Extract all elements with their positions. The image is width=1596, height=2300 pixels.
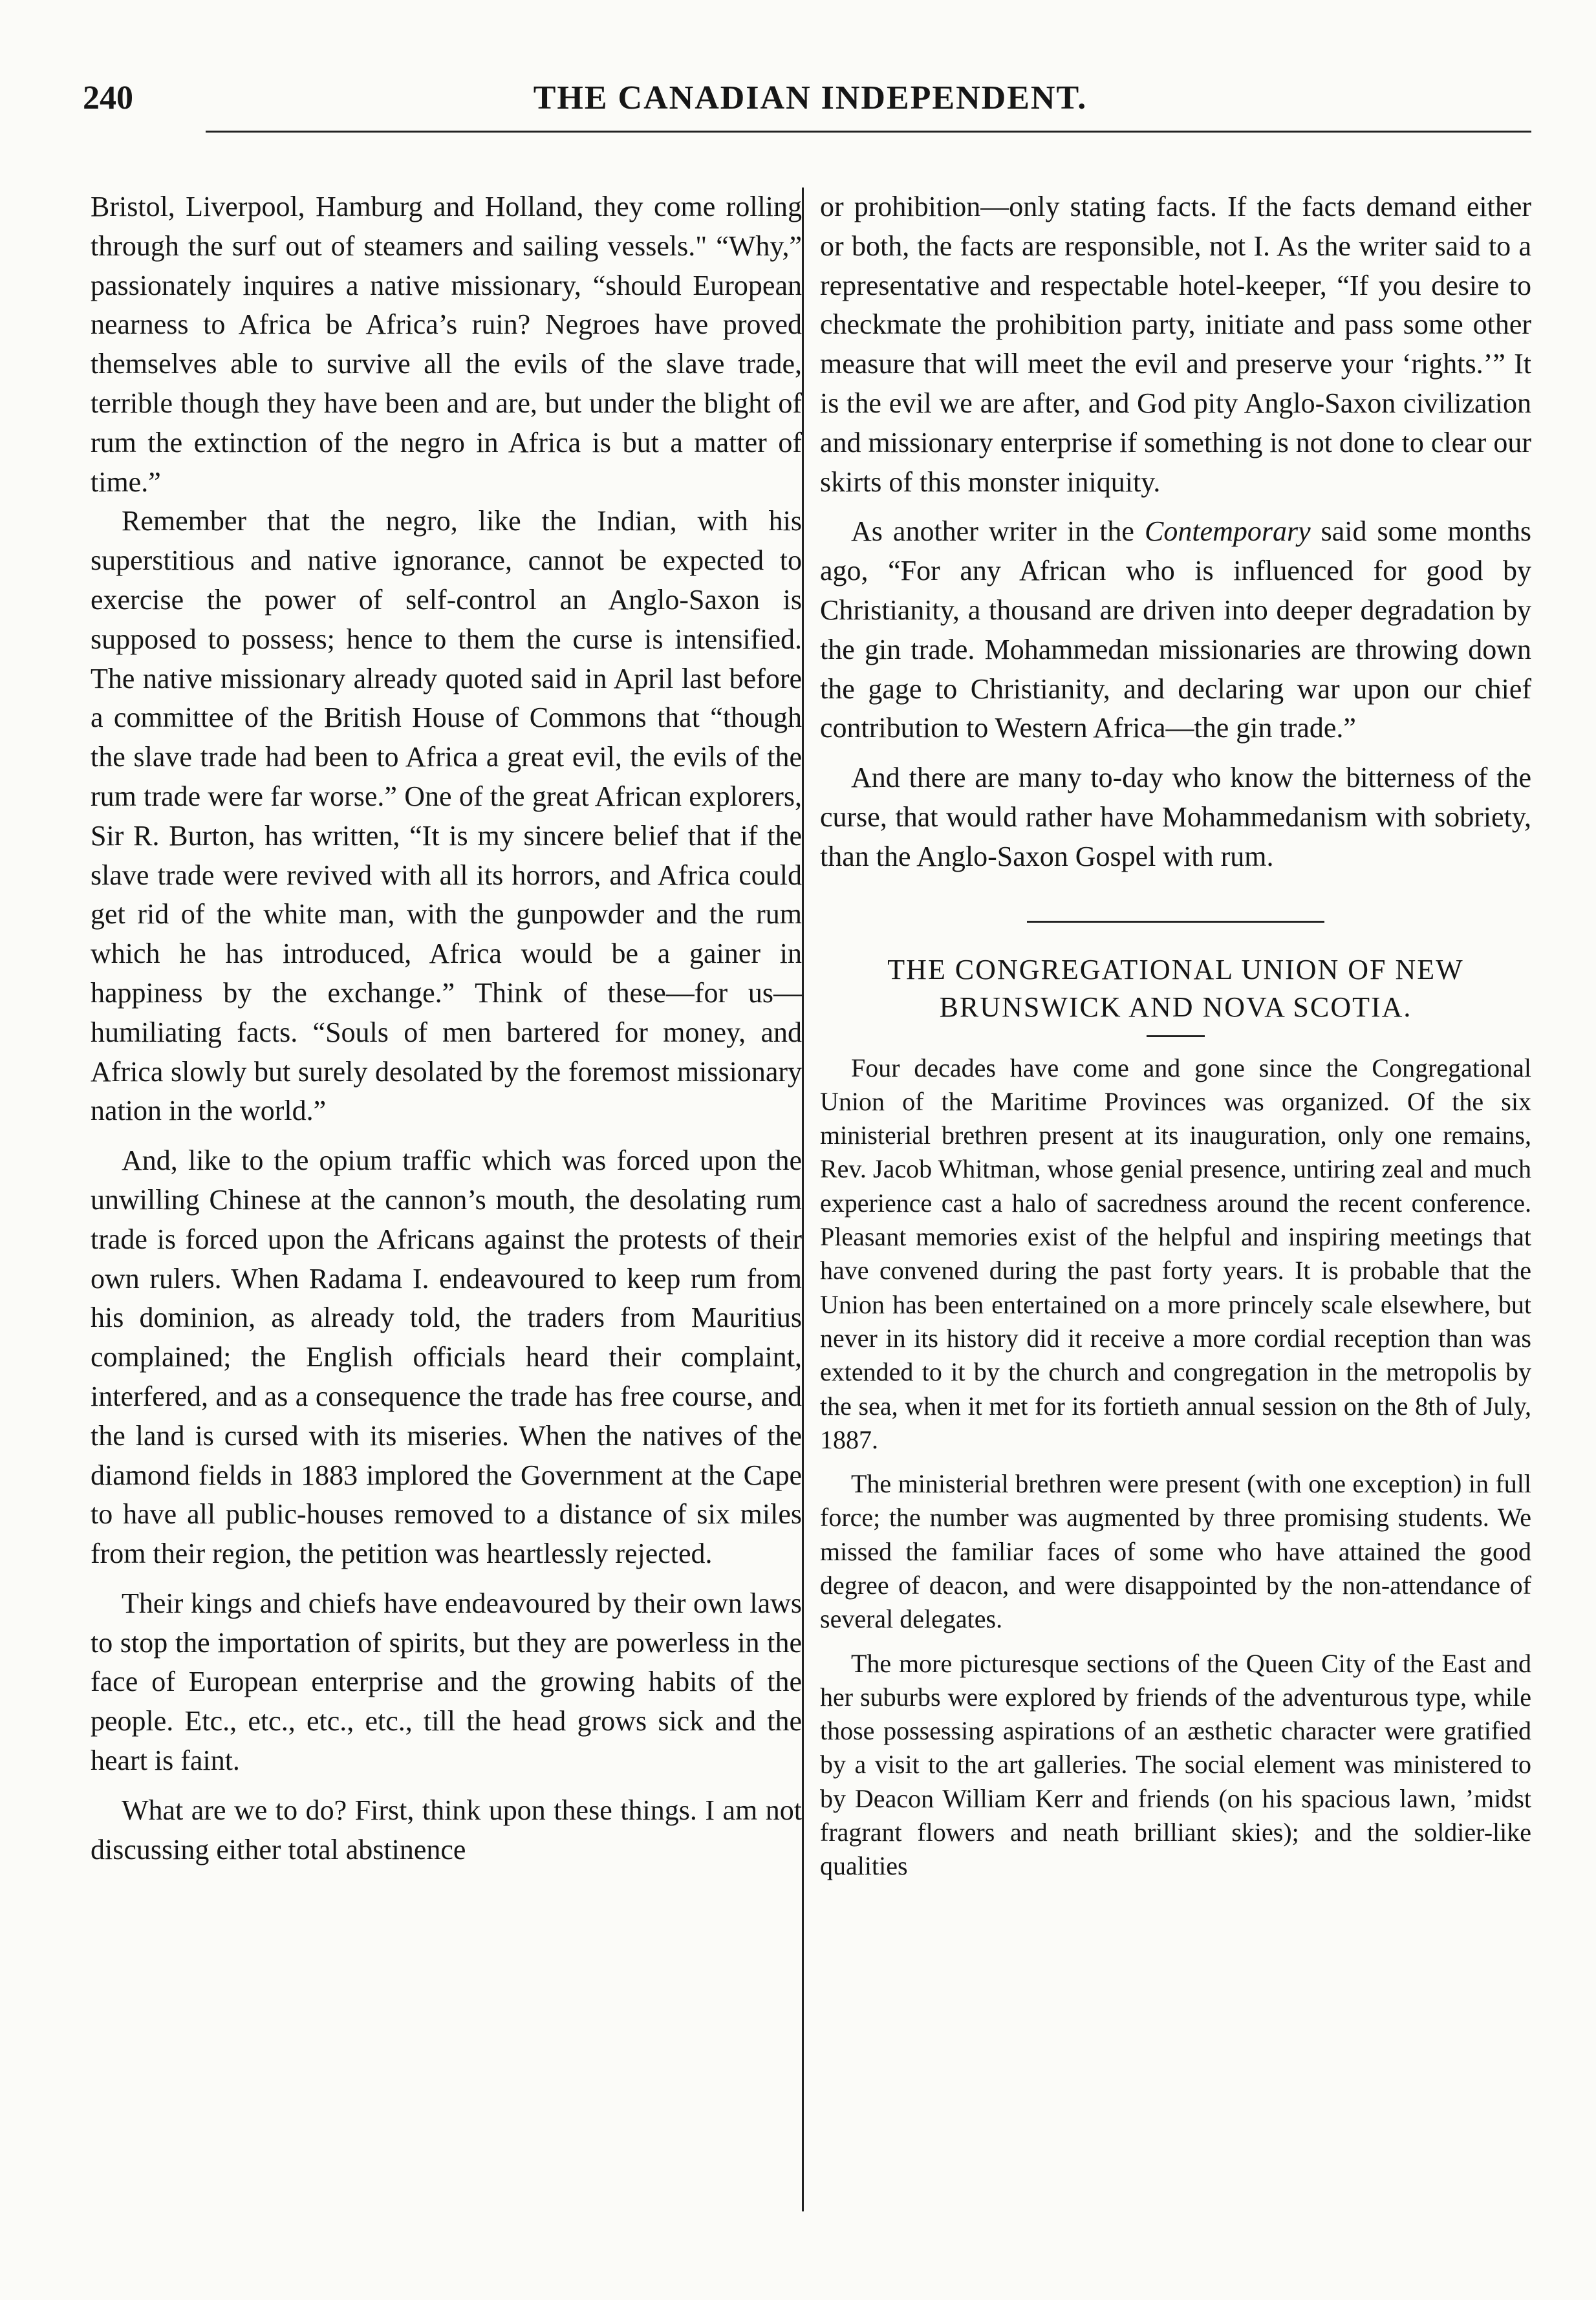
paragraph: What are we to do? First, think upon these things. I am not discussing either total abstinence xyxy=(91,1794,802,1865)
paragraph: The more picturesque sections of the Queen City of the East and her suburbs were explored by friends of the adventurous type, while those possessing aspirations of an æsthetic character were gratified by a visit to the art galleries. The social element was ministered to by Deacon William Kerr and friends (on his spacious lawn, ’midst fragrant flowers and neath brilliant skies); and the soldier-like qualities xyxy=(820,1648,1531,1881)
paragraph-text: As another writer in the xyxy=(851,515,1145,548)
paragraph-text: said some months ago, “For any African who is influenced for good by Christianity, a thousand are driven into deeper degradation by the gin trade. Mohammedan missionaries are throwing down the gage to Christianity, and declaring war upon our chief contribution to Western Africa—the gin trade.” xyxy=(820,515,1532,744)
left-column xyxy=(91,188,802,1869)
paragraph: Remember that the negro, like the Indian, with his superstitious and native ignorance, cannot be expected to exercise the power of self-control an Anglo-Saxon is supposed to possess; hence to them the curse is intensified. The native missionary already quoted said in April last before a committee of the British House of Commons that “though the slave trade had been to Africa a great evil, the evils of the rum trade were far worse.” One of the great African explorers, Sir R. Burton, has written, “It is my sincere belief that if the slave trade were revived with all its horrors, and Africa could get rid of the white man, with the gunpowder and the rum which he has introduced, Africa would be a gainer in happiness by the exchange.” Think of these—for us—humiliating facts. “Souls of men bartered for money, and Africa slowly but surely desolated by the foremost missionary nation in the world.” xyxy=(91,505,802,1127)
paragraph: Four decades have come and gone since the Congregational Union of the Maritime Provinces was organized. Of the six ministerial brethren present at its inauguration, only one remains, Rev. Jacob Whitman, whose genial presence, untiring zeal and much experience cast a halo of sacredness around the recent conference. Pleasant memories exist of the helpful and inspiring meetings that have convened during the past forty years. It is probable that the Union has been entertained on a more princely scale elsewhere, but never in its history did it receive a more cordial reception than was extended to it by the church and congregation in the metropolis by the sea, when it met for its fortieth annual session on the 8th of July, 1887. xyxy=(820,1053,1531,1454)
paragraph: And there are many to-day who know the bitterness of the curse, that would rather have Mohammedanism with sobriety, than the Anglo-Saxon Gospel with rum. xyxy=(820,762,1531,872)
paragraph: And, like to the opium traffic which was forced upon the unwilling Chinese at the cannon’s mouth, the desolating rum trade is forced upon the Africans against the protests of their own rulers. When Radama I. endeavoured to keep rum from his dominion, as already told, the traders from Mauritius complained; the English officials heard their complaint, interfered, and as a consequence the trade has free course, and the land is cursed with its miseries. When the natives of the diamond fields in 1883 implored the Government at the Cape to have all public-houses removed to a distance of six miles from their region, the petition was heartlessly rejected. xyxy=(91,1145,802,1570)
paragraph xyxy=(820,512,1531,748)
section-title: BRUNSWICK AND NOVA SCOTIA. xyxy=(939,991,1412,1023)
header-rule xyxy=(206,131,1531,133)
title-rule xyxy=(1147,1035,1205,1037)
section-title: THE CONGREGATIONAL UNION OF NEW xyxy=(887,953,1464,985)
right-column xyxy=(820,188,1531,1884)
paragraph: Their kings and chiefs have endeavoured by their own laws to stop the importation of spirits, but they are powerless in the face of European enterprise and the growing habits of the people. Etc., etc., etc., etc., till the head grows sick and the heart is faint. xyxy=(91,1587,802,1777)
paragraph: or prohibition—only stating facts. If the facts demand either or both, the facts are responsible, not I. As the writer said to a representative and respectable hotel-keeper, “If you desire to checkmate the prohibition party, initiate and pass some other measure that will meet the evil and preserve your ‘rights.’” It is the evil we are after, and God pity Anglo-Saxon civilization and missionary enterprise if something is not done to clear our skirts of this monster iniquity. xyxy=(820,191,1531,498)
page-number: 240 xyxy=(83,80,133,116)
column-divider xyxy=(802,188,804,2211)
journal-title: THE CANADIAN INDEPENDENT. xyxy=(533,80,1088,116)
paragraph: The ministerial brethren were present (with one exception) in full force; the number was augmented by three promising students. We missed the familiar faces of some who have attained the good degree of deacon, and were disappointed by the non-attendance of several delegates. xyxy=(820,1469,1531,1634)
journal-name: Contemporary xyxy=(1144,515,1311,548)
page-header xyxy=(83,79,1538,141)
section-separator xyxy=(1027,921,1324,923)
paragraph: Bristol, Liverpool, Hamburg and Holland, they come rolling through the surf out of steamers and sailing vessels." “Why,” passionately inquires a native missionary, “should European nearness to Africa be Africa’s ruin? Negroes have proved themselves able to survive all the evils of the slave trade, terrible though they have been and are, but under the blight of rum the extinction of the negro in Africa is but a matter of time.” xyxy=(91,191,802,498)
